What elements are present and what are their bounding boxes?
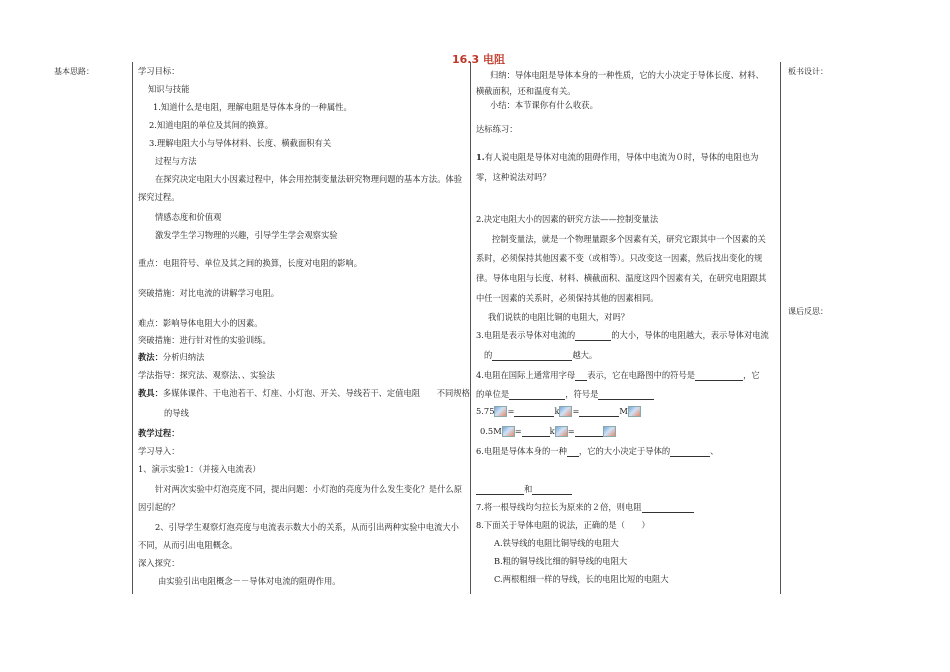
line: 控制变量法，就是一个物理量跟多个因素有关，研究它跟其中一个因素的关 [492, 234, 766, 244]
omega-symbol-icon [502, 426, 515, 437]
line: 2.知道电阻的单位及其间的换算。 [149, 120, 274, 130]
tools-label: 教具： [138, 388, 163, 398]
line [138, 388, 470, 399]
method-label: 教法： [138, 352, 163, 362]
line: 中任一因素的关系时，必须保持其他的因素相同。 [476, 293, 659, 303]
page-title: 16.3 电阻 [452, 53, 505, 66]
line: 3.电阻是表示导体对电流的 的大小，导体的电阻越大，表示导体对电流 [476, 330, 769, 340]
column-divider-3 [780, 62, 781, 594]
column-divider-2 [470, 62, 471, 594]
blank [642, 503, 694, 513]
line: 1.知道什么是电阻，理解电阻是导体本身的一种属性。 [153, 102, 352, 112]
line: 2、引导学生观察灯泡亮度与电流表示数大小的关系，从而引出两种实验中电流大小 [155, 522, 459, 532]
blank [567, 447, 579, 457]
line: 小结：本节课你有什么收获。 [490, 100, 598, 110]
line: 情感态度和价值观 [155, 212, 222, 222]
teaching-process-label: 教学过程： [138, 428, 180, 438]
line: 知识与技能 [148, 84, 190, 94]
line: 探究过程。 [138, 192, 180, 202]
blank [522, 427, 550, 437]
line: 过程与方法 [155, 156, 197, 166]
basic-idea-label: 基本思路： [54, 67, 94, 76]
line: 的导线 [164, 408, 189, 418]
blank [598, 390, 654, 400]
line: 1.有人说电阻是导体对电流的阻碍作用，导体中电流为０时，导体的电阻也为 [476, 152, 759, 162]
line: 学习目标： [138, 66, 180, 76]
line: 的单位是 ，符号是 [476, 389, 654, 400]
blank [575, 331, 611, 341]
line: 系时，必须保持其他因素不变（或相等）。只改变这一因素，然后找出变化的规 [476, 253, 763, 263]
column-divider-1 [132, 62, 133, 594]
line: 重点：电阻符号、单位及其之间的换算，长度对电阻的影响。 [138, 258, 363, 268]
blank [695, 371, 743, 381]
option-c: C.两根粗细一样的导线，长的电阻比短的电阻大 [494, 574, 669, 584]
line: 零，这种说法对吗？ [476, 172, 551, 182]
line: 0.5M = k = [480, 426, 616, 437]
option-a: A.铁导线的电阻比铜导线的电阻大 [494, 538, 619, 548]
tools-value: 多媒体课件、干电池若干、灯座、小灯泡、开关、导线若干、定值电阻 不同规格 [162, 388, 470, 398]
blank [509, 390, 565, 400]
line: 不同，从而引出电阻概念。 [138, 540, 238, 550]
blank [575, 427, 603, 437]
line: 达标练习： [476, 124, 518, 134]
blank [670, 447, 710, 457]
line: 由实验引出电阻概念－－导体对电流的阻碍作用。 [158, 576, 341, 586]
line [138, 352, 204, 363]
line: 我们说铁的电阻比铜的电阻大，对吗？ [488, 312, 630, 322]
blank [532, 485, 572, 495]
line: 难点：影响导体电阻大小的因素。 [138, 318, 263, 328]
line: 7.将一根导线均匀拉长为原来的２倍，则电阻 [476, 502, 694, 513]
line: 横截面积，还和温度有关。 [476, 86, 576, 96]
blank [579, 407, 619, 417]
omega-symbol-icon [603, 426, 616, 437]
omega-symbol-icon [494, 406, 507, 417]
board-design-label: 板书设计： [788, 67, 828, 76]
line: 1、演示实验1：（并接入电流表） [138, 464, 261, 474]
line: 6.电阻是导体本身的一种 ，它的大小决定于导体的 、 [476, 446, 719, 456]
line: 8.下面关于导体电阻的说法，正确的是（ ） [476, 520, 650, 530]
line: 5.75 = k = M [476, 406, 641, 417]
line: 激发学生学习物理的兴趣，引导学生学会观察实验 [155, 230, 338, 240]
line: 和 [476, 484, 572, 495]
reflection-label: 课后反思： [788, 307, 828, 316]
blank [492, 351, 572, 361]
line: 学法指导：探究法、观察法、、实验法 [138, 370, 275, 380]
line: 4.电阻在国际上通常用字母 表示，它在电路图中的符号是 ，它 [476, 370, 760, 380]
line: 突破措施：对比电流的讲解学习电阻。 [138, 288, 280, 298]
blank [476, 485, 524, 495]
omega-symbol-icon [559, 406, 572, 417]
option-b: B.粗的铜导线比细的铜导线的电阻大 [494, 556, 628, 566]
method-value: 分析归纳法 [162, 352, 205, 362]
line: 律。导体电阻与长度、材料、横截面积、温度这四个因素有关，在研究电阻跟其 [476, 273, 767, 283]
blank [575, 371, 587, 381]
line: 3.理解电阻大小与导体材料、长度、横截面积有关 [149, 138, 332, 148]
line: 在探究决定电阻大小因素过程中，体会用控制变量法研究物理问题的基本方法。体验 [155, 174, 462, 184]
line: 2.决定电阻大小的因素的研究方法——控制变量法 [476, 214, 659, 224]
line: 深入探究： [138, 558, 180, 568]
omega-symbol-icon [628, 406, 641, 417]
omega-symbol-icon [555, 426, 568, 437]
line: 学习导入： [138, 446, 180, 456]
line: 归纳：导体电阻是导体本身的一种性质，它的大小决定于导体长度、材料、 [490, 70, 764, 80]
line: 的 越大。 [484, 350, 598, 360]
blank [514, 407, 554, 417]
line: 因引起的？ [138, 502, 180, 512]
line: 针对两次实验中灯泡亮度不同，提出问题：小灯泡的亮度为什么发生变化？是什么原 [155, 484, 462, 494]
line: 突破措施：进行针对性的实验训练。 [138, 335, 271, 345]
